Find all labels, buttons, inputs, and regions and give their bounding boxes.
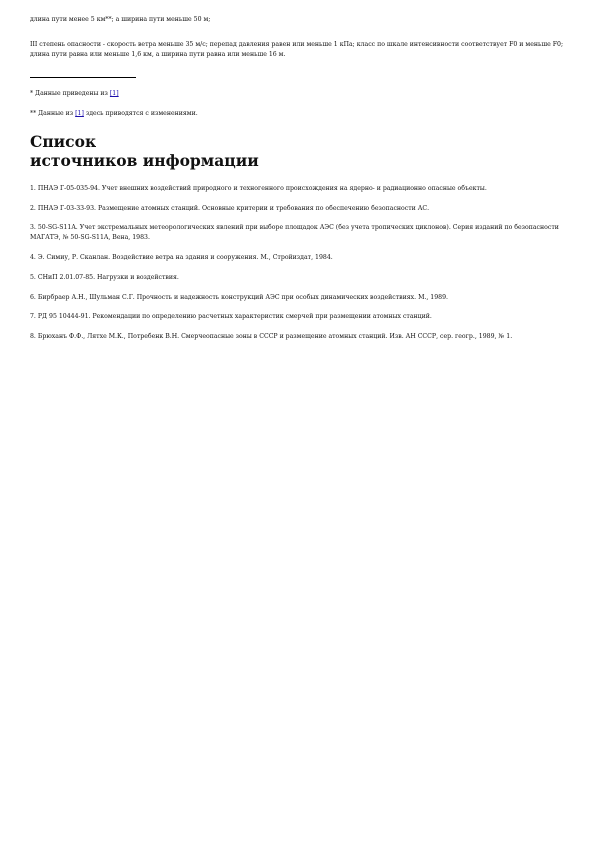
section-title-line-2: источников информации <box>30 151 259 170</box>
footnote-separator <box>30 77 136 78</box>
body-paragraph-1: длина пути менее 5 км**; а ширина пути меньше 50 м; <box>30 16 211 23</box>
section-title <box>30 132 565 170</box>
footnote-2-suffix: здесь приводятся с изменениями. <box>83 110 198 117</box>
reference-item-4: 4. Э. Симиу, Р. Сканлан. Воздействие ветра на здания и сооружения. М., Стройиздат, 1984. <box>30 254 333 261</box>
footnote-2 <box>30 109 565 119</box>
footnote-1-link[interactable]: [1] <box>109 90 119 97</box>
reference-item-7: 7. РД 95 10444-91. Рекомендации по определению расчетных характеристик смерчей при размещении атомных станций. <box>30 313 432 320</box>
footnote-1 <box>30 89 565 99</box>
reference-item-1: 1. ПНАЭ Г-05-035-94. Учет внешних воздействий природного и техногенного происхождения на ядерно- и радиационно опасные объекты. <box>30 185 487 192</box>
reference-item-8: 8. Брюханъ Ф.Ф., Лятхе М.К., Потребенк В.Н. Смерчеопасные зоны в СССР и размещение атомных станций. Изв. АН СССР, сер. геогр., 1989, № 1. <box>30 333 513 340</box>
footnote-2-link[interactable]: [1] <box>75 110 84 117</box>
reference-item-5: 5. СНиП 2.01.07-85. Нагрузки и воздействия. <box>30 274 179 281</box>
reference-item-2: 2. ПНАЭ Г-03-33-93. Размещение атомных станций. Основные критерии и требования по обеспечению безопасности АС. <box>30 205 430 212</box>
footnote-1-text: * Данные приведены из <box>30 90 110 97</box>
reference-item-6: 6. Бирбраер А.Н., Шульман С.Г. Прочность и надежность конструкций АЭС при особых динамических воздействиях. М., 1989. <box>30 294 449 301</box>
footnote-2-prefix: ** Данные из <box>30 110 76 117</box>
reference-item-3: 3. 50-SG-S11A. Учет экстремальных метеорологических явлений при выборе площадок АЭС (без учета тропических циклонов). Серия изданий по безопасности МАГАТЭ, № 50-SG-S11A, Вена, 1983. <box>30 224 559 241</box>
body-paragraph-2: III степень опасности - скорость ветра меньше 35 м/с; перепад давления равен или меньше 1 кПа; класс по шкале интенсивности соответствует F0 и меньше F0; длина пути равна или меньше 1,6 км, а ширина пути равна или меньше 16 м. <box>30 41 564 58</box>
section-title-line-1: Список <box>30 132 97 151</box>
